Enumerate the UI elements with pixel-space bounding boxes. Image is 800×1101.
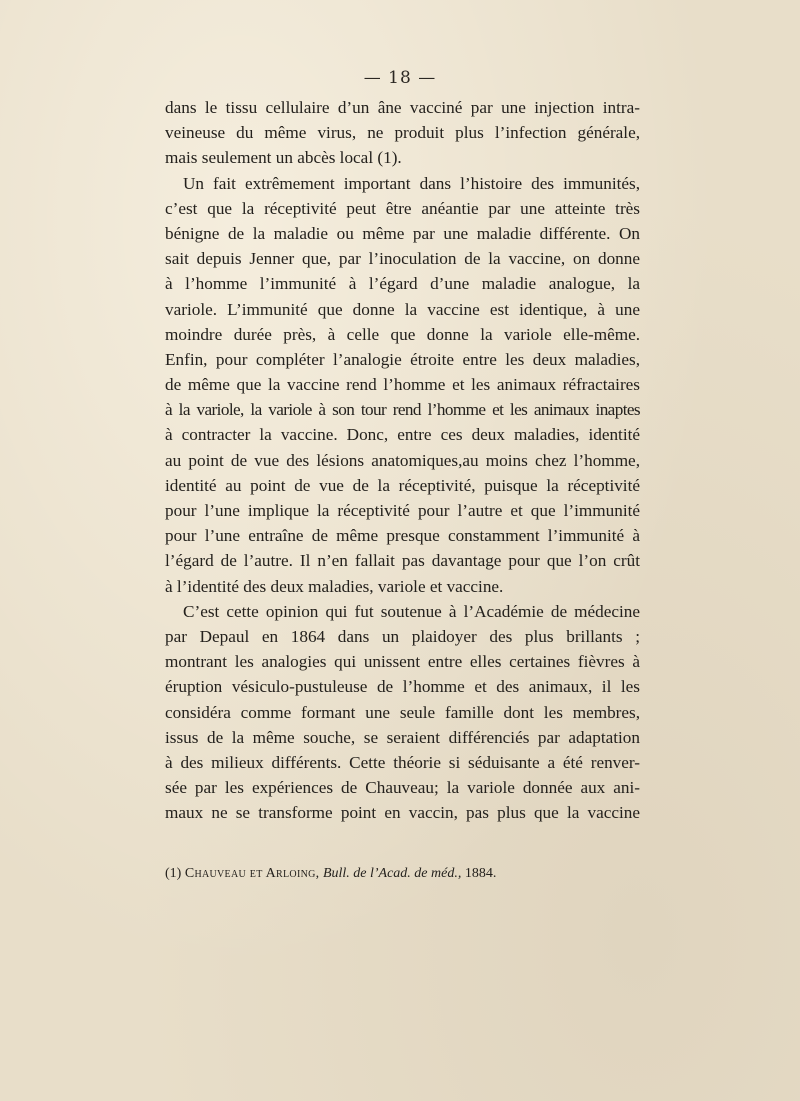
footnote-journal: Bull. de l’Acad. de méd., <box>322 866 462 881</box>
text-line: veineuse du même virus, ne produit plus l’infection générale, <box>165 123 640 143</box>
text-line: dans le tissu cellulaire d’un âne vacciné par une injection intra- <box>165 98 640 117</box>
text-line: c’est que la réceptivité peut être anéantie par une atteinte très <box>165 198 640 218</box>
text-line: issus de la même souche, se seraient différenciés par adaptation <box>165 727 640 747</box>
body-text <box>165 95 640 825</box>
text-line: montrant les analogies qui unissent entre elles certaines fièvres à <box>165 652 640 672</box>
text-line: sée par les expériences de Chauveau; la variole donnée aux ani- <box>165 778 640 798</box>
page-number: — 18 — <box>363 68 437 88</box>
text-line: variole. L’immunité que donne la vaccine est identique, à une <box>165 299 640 319</box>
footnote <box>165 866 640 882</box>
footnote-marker: (1) <box>165 866 182 881</box>
text-line: pour l’une entraîne de même presque constamment l’immunité à <box>165 526 640 546</box>
text-line: pour l’une implique la réceptivité pour l’autre et que l’immunité <box>165 501 640 520</box>
footnote-year: 1884. <box>464 866 497 881</box>
text-line: bénigne de la maladie ou même par une maladie différente. On <box>165 223 640 243</box>
text-line: identité au point de vue de la réceptivité, puisque la réceptivité <box>165 475 640 495</box>
text-line: Enfin, pour compléter l’analogie étroite entre les deux maladies, <box>165 349 640 369</box>
text-line: maux ne se transforme point en vaccin, pas plus que la vaccine <box>165 803 640 823</box>
text-line: moindre durée près, à celle que donne la variole elle-même. <box>165 324 640 344</box>
text-line: Un fait extrêmement important dans l’histoire des immunités, <box>183 173 640 193</box>
text-line: mais seulement un abcès local (1). <box>165 148 402 168</box>
text-line: l’égard de l’autre. Il n’en fallait pas davantage pour que l’on crût <box>165 551 640 571</box>
text-line: à contracter la vaccine. Donc, entre ces deux maladies, identité <box>165 425 640 445</box>
text-line: au point de vue des lésions anatomiques,au moins chez l’homme, <box>165 450 640 470</box>
text-line: sait depuis Jenner que, par l’inoculation de la vaccine, on donne <box>165 249 640 269</box>
text-line: à des milieux différents. Cette théorie si séduisante a été renver- <box>165 752 640 772</box>
text-line: de même que la vaccine rend l’homme et les animaux réfractaires <box>165 375 640 395</box>
text-line: à l’homme l’immunité à l’égard d’une maladie analogue, la <box>165 274 640 294</box>
text-line: C’est cette opinion qui fut soutenue à l’Académie de médecine <box>183 601 640 621</box>
text-line: à la variole, la variole à son tour rend l’homme et les animaux inaptes <box>165 400 640 420</box>
text-line: à l’identité des deux maladies, variole et vaccine. <box>165 576 504 596</box>
text-line: éruption vésiculo-pustuleuse de l’homme et des animaux, il les <box>165 677 640 697</box>
footnote-authors: Chauveau et Arloing, <box>184 866 320 881</box>
text-line: par Depaul en 1864 dans un plaidoyer des plus brillants ; <box>165 626 640 646</box>
text-line: considéra comme formant une seule famille dont les membres, <box>165 702 640 722</box>
